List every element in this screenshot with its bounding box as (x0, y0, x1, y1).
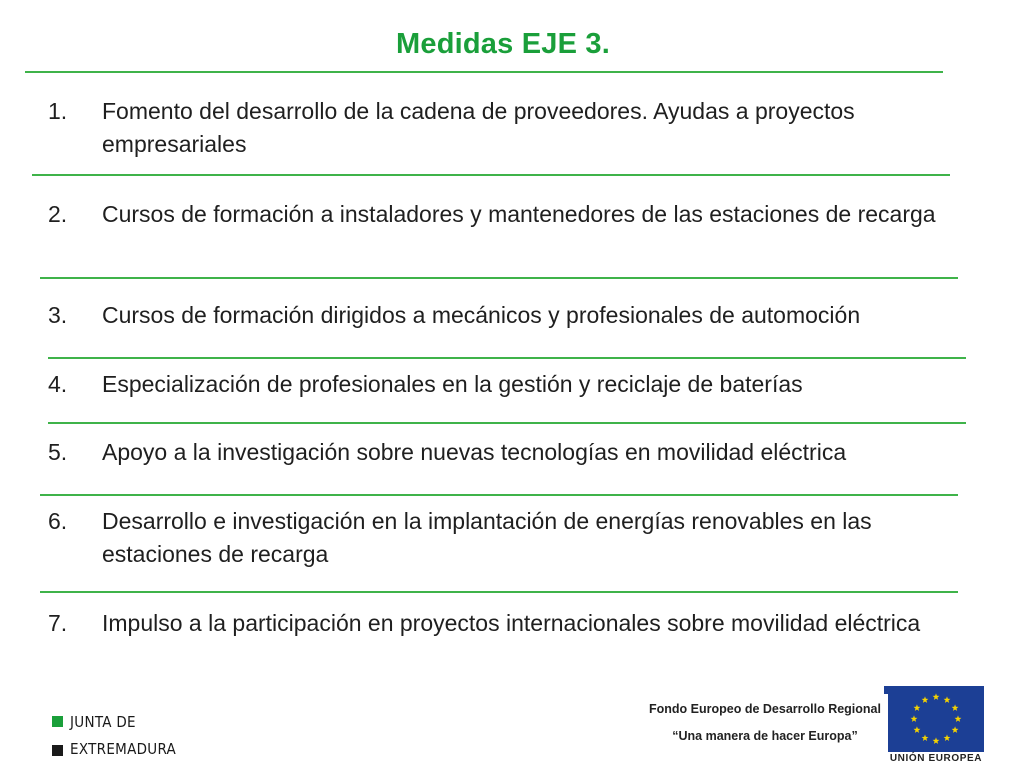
item-number: 7. (48, 610, 68, 636)
list-item (48, 299, 968, 332)
star-icon (911, 715, 918, 722)
green-square-icon (52, 716, 63, 727)
star-icon (914, 726, 921, 733)
item-divider (32, 174, 950, 176)
star-icon (955, 715, 962, 722)
slide-title: Medidas EJE 3. (396, 28, 610, 60)
item-number: 2. (48, 201, 68, 227)
item-text: Especialización de profesionales en la gestión y reciclaje de baterías (102, 371, 803, 397)
title-divider (25, 71, 943, 73)
item-divider (40, 277, 958, 279)
junta-extremadura-logo (52, 715, 192, 763)
star-icon (952, 726, 959, 733)
star-icon (944, 696, 951, 703)
item-number: 1. (48, 98, 68, 124)
list-item (48, 436, 968, 469)
item-text: Impulso a la participación en proyectos internacionales sobre movilidad eléctrica (102, 610, 921, 636)
item-divider (40, 494, 958, 496)
star-icon (933, 737, 940, 744)
star-icon (922, 734, 929, 741)
list-item (48, 198, 968, 231)
star-icon (933, 693, 940, 700)
item-text: Desarrollo e investigación en la implantación de energías renovables en las estaciones de recarga (102, 508, 872, 567)
star-icon (944, 734, 951, 741)
item-text: Cursos de formación dirigidos a mecánicos y profesionales de automoción (102, 302, 861, 328)
eu-label: UNIÓN EUROPEA (889, 753, 983, 764)
junta-line1: JUNTA DE (70, 713, 136, 731)
star-icon (914, 704, 921, 711)
item-number: 5. (48, 439, 68, 465)
item-number: 4. (48, 371, 68, 397)
item-number: 6. (48, 508, 68, 534)
black-square-icon (52, 745, 63, 756)
item-divider (40, 591, 958, 593)
star-icon (952, 704, 959, 711)
eu-flag-icon (888, 686, 984, 752)
item-number: 3. (48, 302, 68, 328)
item-divider (48, 357, 966, 359)
list-item (48, 95, 968, 161)
item-text: Apoyo a la investigación sobre nuevas tecnologías en movilidad eléctrica (102, 439, 847, 465)
item-divider (48, 422, 966, 424)
lema-label: “Una manera de hacer Europa” (672, 729, 858, 743)
list-item (48, 368, 968, 401)
list-item (48, 607, 968, 640)
list-item (48, 505, 968, 571)
star-icon (922, 696, 929, 703)
eu-stars (888, 686, 984, 752)
item-text: Fomento del desarrollo de la cadena de proveedores. Ayudas a proyectos empresariales (102, 98, 855, 157)
fondo-label: Fondo Europeo de Desarrollo Regional (649, 702, 881, 716)
junta-line2: EXTREMADURA (70, 740, 177, 758)
item-text: Cursos de formación a instaladores y mantenedores de las estaciones de recarga (102, 201, 936, 227)
